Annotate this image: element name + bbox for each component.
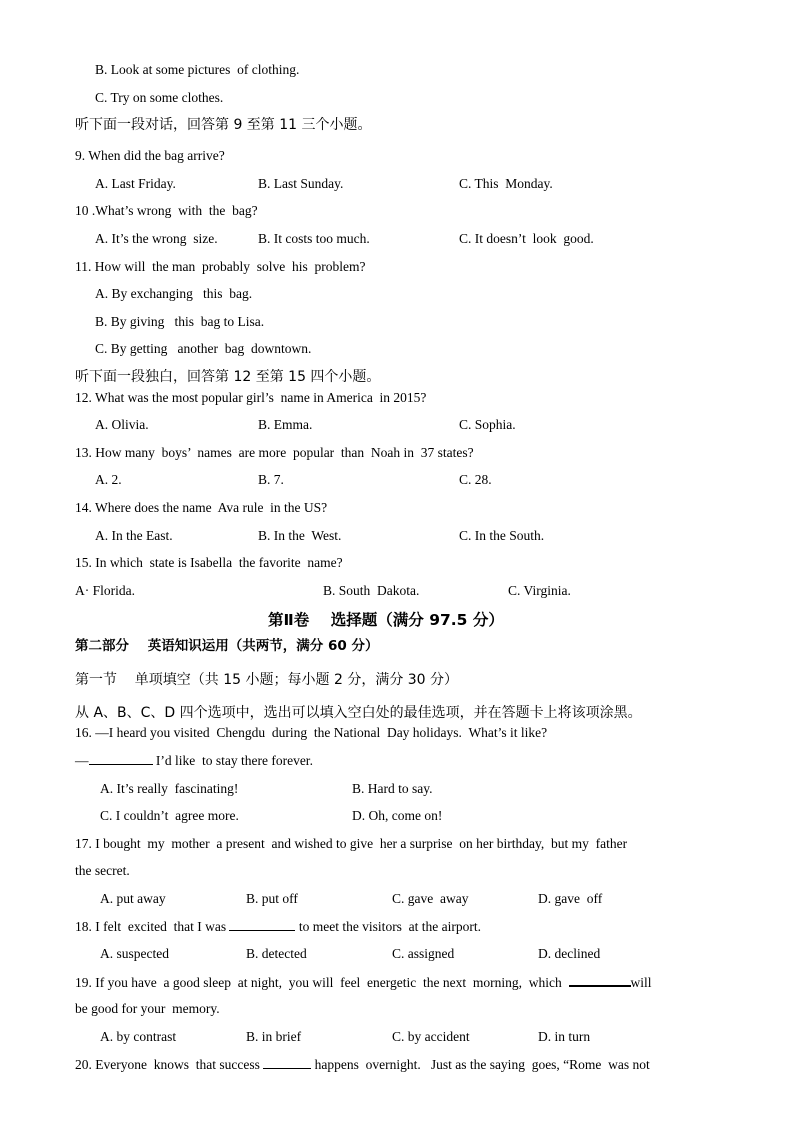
q9-option-b: B. Last Sunday. bbox=[258, 176, 344, 191]
q16-option-b: B. Hard to say. bbox=[352, 781, 433, 796]
q16-stem: 16. —I heard you visited Chengdu during the National Day holidays. What’s it like? bbox=[75, 725, 548, 740]
q19-option-d: D. in turn bbox=[538, 1029, 591, 1044]
answer-blank bbox=[569, 973, 631, 987]
q10-option-b: B. It costs too much. bbox=[258, 231, 370, 246]
q13-option-b: B. 7. bbox=[258, 472, 284, 487]
q11-option-a: A. By exchanging this bag. bbox=[95, 286, 253, 301]
q13-option-c: C. 28. bbox=[459, 472, 492, 487]
q18-option-b: B. detected bbox=[246, 946, 307, 961]
q15-stem: 15. In which state is Isabella the favorite name? bbox=[75, 555, 343, 570]
q16-reply: — I’d like to stay there forever. bbox=[75, 753, 313, 768]
q13-stem: 13. How many boys’ names are more popular than Noah in 37 states? bbox=[75, 445, 474, 460]
q14-option-b: B. In the West. bbox=[258, 528, 342, 543]
q18-option-d: D. declined bbox=[538, 946, 601, 961]
q18-option-c: C. assigned bbox=[392, 946, 455, 961]
q17-line2: the secret. bbox=[75, 863, 130, 878]
q17-option-b: B. put off bbox=[246, 891, 298, 906]
q8-option-b: B. Look at some pictures of clothing. bbox=[95, 62, 300, 77]
answer-blank bbox=[229, 918, 295, 931]
q12-stem: 12. What was the most popular girl’s name in America in 2015? bbox=[75, 390, 427, 405]
q15-option-c: C. Virginia. bbox=[508, 583, 571, 598]
section-title: 第一节 单项填空（共 15 小题；每小题 2 分，满分 30 分） bbox=[75, 672, 459, 688]
q15-option-a: A· Florida. bbox=[75, 583, 135, 598]
q19-line1: 19. If you have a good sleep at night, you will feel energetic the next morning, which will bbox=[75, 975, 652, 990]
q18-option-a: A. suspected bbox=[100, 946, 169, 961]
dialogue-instruction: 听下面一段对话，回答第 9 至第 11 三个小题。 bbox=[75, 117, 372, 133]
q12-option-c: C. Sophia. bbox=[459, 417, 516, 432]
q11-option-b: B. By giving this bag to Lisa. bbox=[95, 314, 265, 329]
q19-option-b: B. in brief bbox=[246, 1029, 302, 1044]
q19-line2: be good for your memory. bbox=[75, 1001, 220, 1016]
q15-option-b: B. South Dakota. bbox=[323, 583, 420, 598]
q20-line1: 20. Everyone knows that success happens overnight. Just as the saying goes, “Rome was not bbox=[75, 1057, 650, 1072]
q17-option-d: D. gave off bbox=[538, 891, 603, 906]
q13-option-a: A. 2. bbox=[95, 472, 122, 487]
q17-option-c: C. gave away bbox=[392, 891, 469, 906]
q18-stem: 18. I felt excited that I was to meet the visitors at the airport. bbox=[75, 919, 482, 934]
q8-option-c: C. Try on some clothes. bbox=[95, 90, 224, 105]
q12-option-b: B. Emma. bbox=[258, 417, 313, 432]
q10-option-a: A. It’s the wrong size. bbox=[95, 231, 218, 246]
q10-option-c: C. It doesn’t look good. bbox=[459, 231, 594, 246]
q14-option-a: A. In the East. bbox=[95, 528, 173, 543]
q16-option-d: D. Oh, come on! bbox=[352, 808, 443, 823]
answer-blank bbox=[263, 1056, 311, 1069]
part2-title: 第二部分 英语知识运用（共两节，满分 60 分） bbox=[75, 638, 379, 654]
q19-option-c: C. by accident bbox=[392, 1029, 470, 1044]
q16-option-a: A. It’s really fascinating! bbox=[100, 781, 239, 796]
volume2-title: 第Ⅱ卷 选择题（满分 97.5 分） bbox=[268, 611, 504, 629]
q17-line1: 17. I bought my mother a present and wished to give her a surprise on her birthday, but my father bbox=[75, 836, 628, 851]
q9-option-a: A. Last Friday. bbox=[95, 176, 176, 191]
q19-option-a: A. by contrast bbox=[100, 1029, 177, 1044]
instruction: 从 A、B、C、D 四个选项中，选出可以填入空白处的最佳选项，并在答题卡上将该项涂黑。 bbox=[75, 705, 642, 721]
q11-stem: 11. How will the man probably solve his problem? bbox=[75, 259, 366, 274]
q9-option-c: C. This Monday. bbox=[459, 176, 553, 191]
monologue-instruction: 听下面一段独白，回答第 12 至第 15 四个小题。 bbox=[75, 369, 381, 385]
q12-option-a: A. Olivia. bbox=[95, 417, 149, 432]
answer-blank bbox=[89, 752, 153, 765]
q11-option-c: C. By getting another bag downtown. bbox=[95, 341, 312, 356]
q9-stem: 9. When did the bag arrive? bbox=[75, 148, 225, 163]
q16-option-c: C. I couldn’t agree more. bbox=[100, 808, 239, 823]
q10-stem: 10 .What’s wrong with the bag? bbox=[75, 203, 258, 218]
q17-option-a: A. put away bbox=[100, 891, 166, 906]
q14-stem: 14. Where does the name Ava rule in the US? bbox=[75, 500, 328, 515]
q14-option-c: C. In the South. bbox=[459, 528, 545, 543]
